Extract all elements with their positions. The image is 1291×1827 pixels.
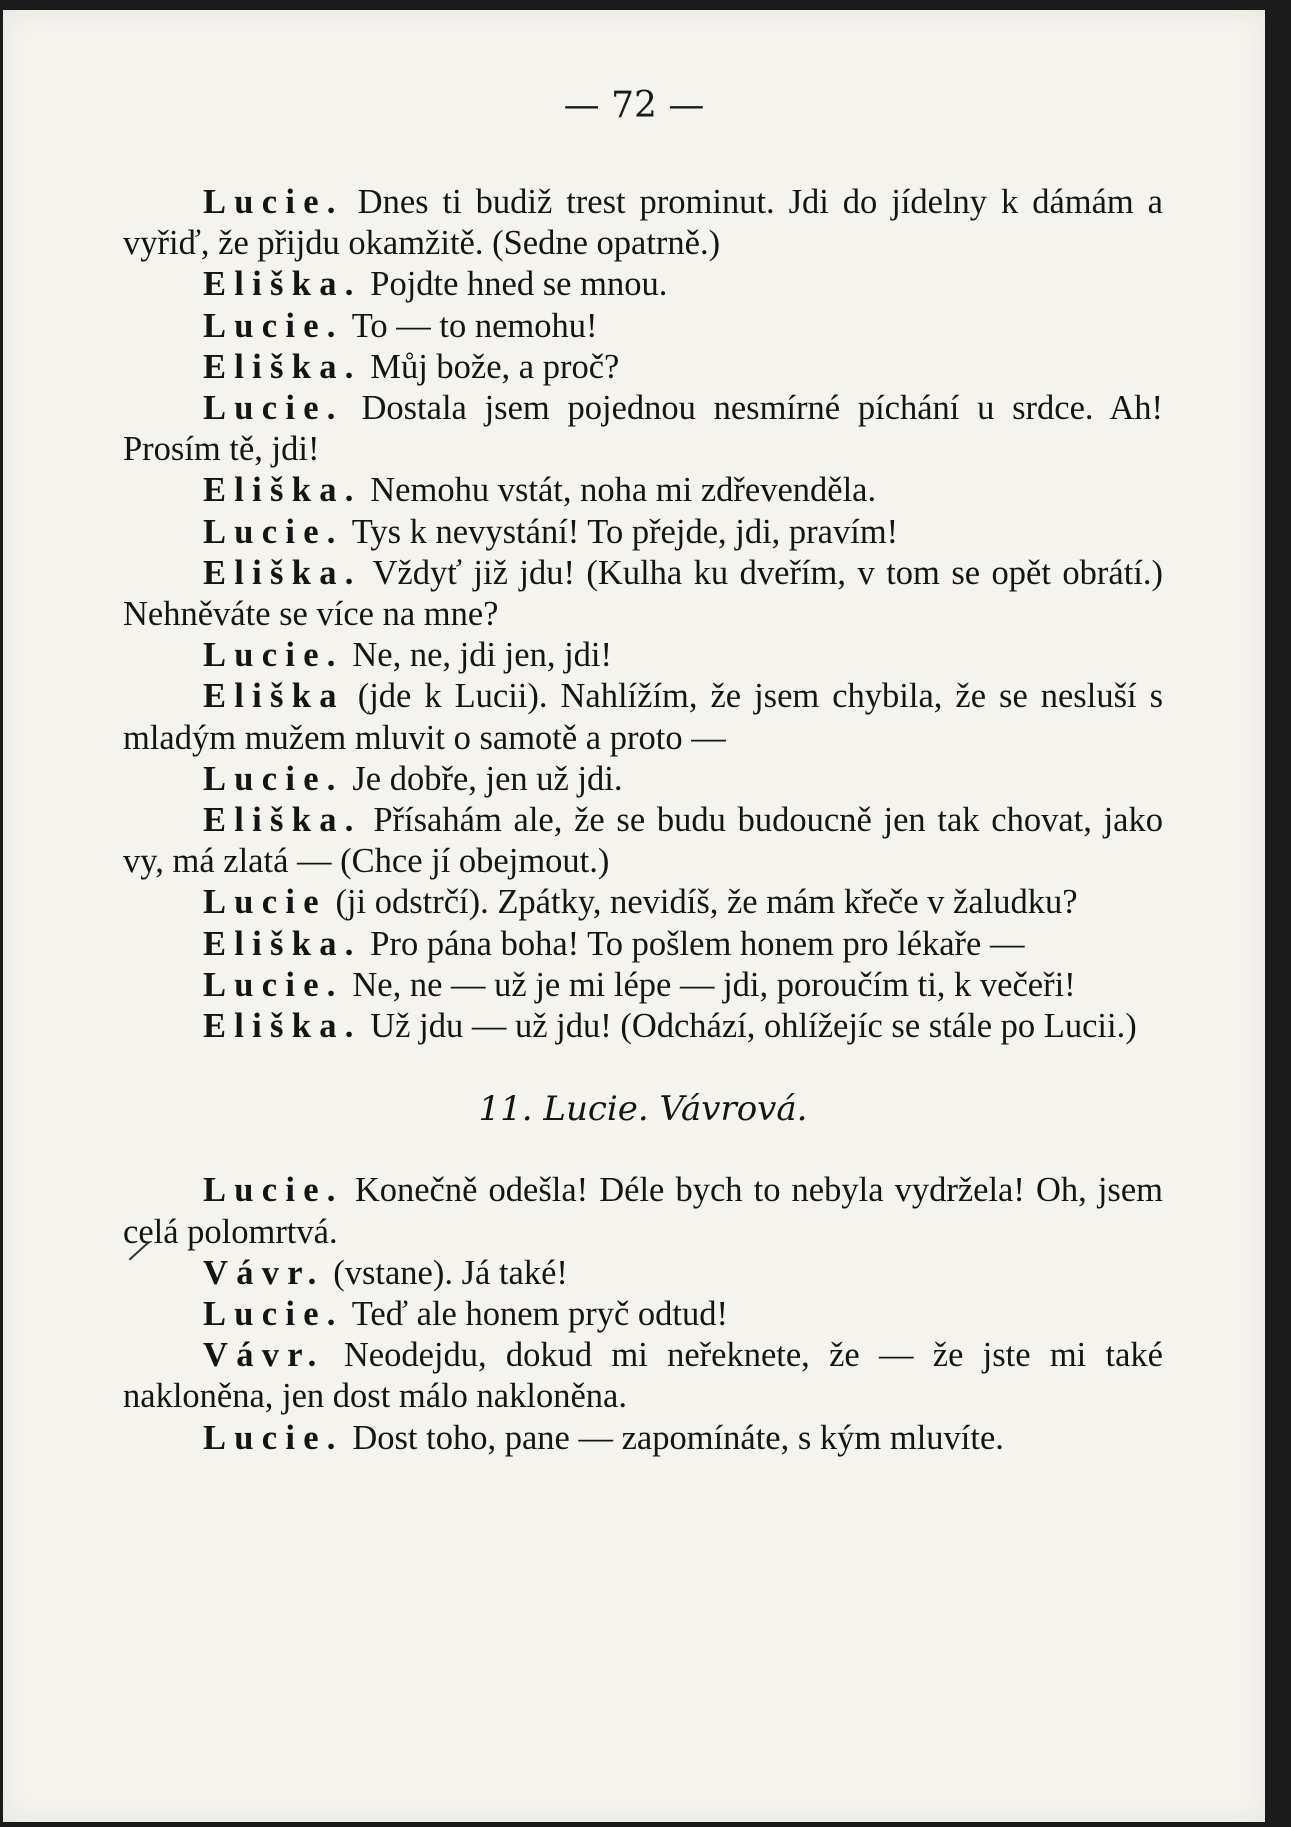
dialogue-line <box>123 1253 1163 1294</box>
book-page <box>3 10 1265 1822</box>
dialogue-line <box>123 1418 1163 1459</box>
line-text: Konečně odešla! Déle bych to nebyla vydržela! Oh, jsem celá polomrtvá. <box>123 1171 1163 1251</box>
page-text <box>123 182 1163 1459</box>
dialogue-line <box>123 512 1163 553</box>
dialogue-line <box>123 1006 1163 1047</box>
speaker-name: Lucie. <box>203 306 344 345</box>
speaker-name: Lucie. <box>203 389 344 428</box>
speaker-name: Lucie. <box>203 1418 344 1457</box>
dialogue-line <box>123 388 1163 470</box>
speaker-name: Lucie. <box>203 965 344 1004</box>
speaker-name: Eliška. <box>203 801 362 840</box>
speaker-name: Eliška <box>203 677 345 716</box>
speaker-name: Eliška. <box>203 553 362 592</box>
line-text: To — to nemohu! <box>343 306 598 345</box>
speaker-name: Eliška. <box>203 265 362 304</box>
line-text: Je dobře, jen už jdi. <box>343 759 623 798</box>
dialogue-block-1 <box>123 182 1163 1047</box>
dialogue-line <box>123 347 1163 388</box>
speaker-name: Lucie. <box>203 512 344 551</box>
speaker-name: Eliška. <box>203 471 362 510</box>
line-text: Dost toho, pane — zapomínáte, s kým mluvíte. <box>343 1418 1004 1457</box>
scene-heading: 11. Lucie. Vávrová. <box>478 1089 808 1130</box>
line-text: Můj bože, a proč? <box>361 347 620 386</box>
speaker-name: Lucie. <box>203 636 344 675</box>
speaker-name: Lucie. <box>203 759 344 798</box>
line-text: (ji odstrčí). Zpátky, nevidíš, že mám křeče v žaludku? <box>326 883 1078 922</box>
speaker-name: Lucie. <box>203 183 344 221</box>
line-text: Pro pána boha! To pošlem honem pro lékaře — <box>361 924 1025 963</box>
line-text: (jde k Lucii). Nahlížím, že jsem chybila, že se nesluší s mladým mužem mluvit o samotě a proto — <box>123 677 1163 757</box>
dialogue-line <box>123 800 1163 882</box>
line-text: Vždyť již jdu! (Kulha ku dveřím, v tom se opět obrátí.) Nehněváte se více na mne? <box>123 553 1163 634</box>
page-number: — 72 — <box>563 85 705 126</box>
dialogue-line <box>123 882 1163 923</box>
dialogue-line <box>123 470 1163 511</box>
line-text: (vstane). Já také! <box>324 1253 568 1292</box>
speaker-name: Eliška. <box>203 347 362 386</box>
speaker-name: Lucie. <box>203 1171 344 1210</box>
speaker-name: Vávr. <box>203 1336 325 1375</box>
dialogue-line <box>123 1170 1163 1252</box>
line-text: Ne, ne, jdi jen, jdi! <box>343 636 612 675</box>
speaker-name: Lucie <box>203 883 327 922</box>
line-text: Tys k nevystání! To přejde, jdi, pravím! <box>343 512 899 551</box>
line-text: Dnes ti budiž trest prominut. Jdi do jídelny k dámám a vyřiď, že přijdu okamžitě. (Sedne opatrně.) <box>123 183 1163 263</box>
dialogue-line <box>123 1294 1163 1335</box>
dialogue-line <box>123 759 1163 800</box>
dialogue-line <box>123 264 1163 305</box>
line-text: Už jdu — už jdu! (Odchází, ohlížejíc se stále po Lucii.) <box>361 1007 1137 1046</box>
line-text: Teď ale honem pryč odtud! <box>343 1295 728 1334</box>
dialogue-line <box>123 924 1163 965</box>
speaker-name: Eliška. <box>203 924 362 963</box>
dialogue-line <box>123 965 1163 1006</box>
line-text: Neodejdu, dokud mi neřeknete, že — že jste mi také nakloněna, jen dost málo nakloněna. <box>123 1336 1163 1416</box>
dialogue-line <box>123 553 1163 635</box>
dialogue-line <box>123 182 1163 264</box>
dialogue-line <box>123 1335 1163 1417</box>
speaker-name: Vávr. <box>203 1253 325 1292</box>
line-text: Pojdte hned se mnou. <box>361 265 668 304</box>
speaker-name: Eliška. <box>203 1007 362 1046</box>
dialogue-line <box>123 306 1163 347</box>
dialogue-block-2 <box>123 1170 1163 1458</box>
line-text: Nemohu vstát, noha mi zdřevenděla. <box>361 471 877 510</box>
dialogue-line <box>123 676 1163 758</box>
line-text: Dostala jsem pojednou nesmírné píchání u srdce. Ah! Prosím tě, jdi! <box>123 389 1163 469</box>
speaker-name: Lucie. <box>203 1295 344 1334</box>
line-text: Přísahám ale, že se budu budoucně jen tak chovat, jako vy, má zlatá — (Chce jí obejmout.) <box>123 801 1163 881</box>
line-text: Ne, ne — už je mi lépe — jdi, poroučím ti, k večeři! <box>343 965 1076 1004</box>
dialogue-line <box>123 635 1163 676</box>
